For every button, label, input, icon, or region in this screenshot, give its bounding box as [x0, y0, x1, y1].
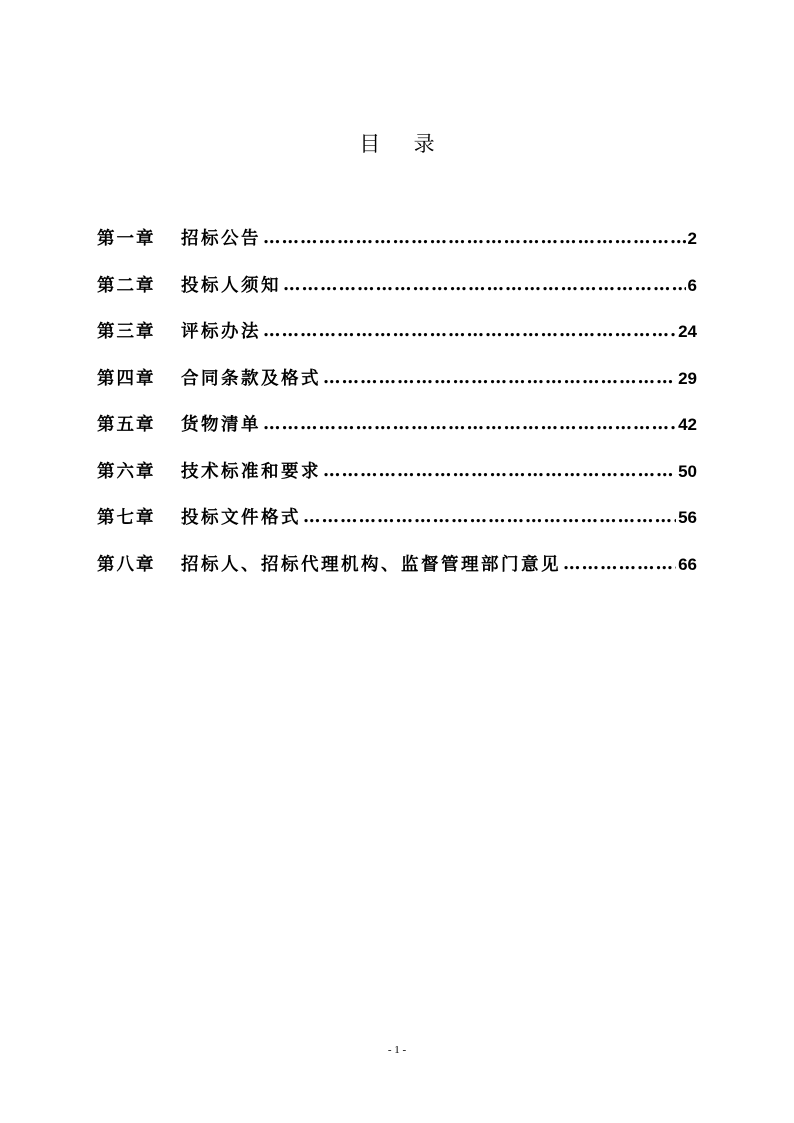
chapter-number: 第五章: [97, 415, 156, 435]
toc-entry[interactable]: [97, 319, 697, 366]
page-number: 2: [687, 229, 697, 248]
page-number: 56: [678, 508, 697, 527]
dot-leader: [263, 225, 686, 251]
chapter-title: 招标人、招标代理机构、监督管理部门意见: [181, 554, 561, 575]
dot-leader: [563, 551, 676, 577]
chapter-title: 货物清单: [181, 415, 261, 435]
chapter-title: 技术标准和要求: [181, 461, 321, 482]
chapter-number: 第六章: [97, 461, 156, 482]
dot-leader: [303, 504, 676, 530]
page-number: 50: [678, 461, 697, 481]
chapter-title: 招标公告: [181, 229, 261, 249]
toc-entry[interactable]: [97, 459, 697, 506]
chapter-title: 合同条款及格式: [181, 368, 321, 389]
chapter-title: 投标文件格式: [181, 508, 301, 528]
dot-leader: [263, 318, 676, 344]
page-number: 29: [678, 368, 697, 388]
toc-entry[interactable]: [97, 273, 697, 320]
dot-leader: [283, 272, 686, 298]
toc-title: 目 录: [359, 132, 435, 156]
chapter-title: 投标人须知: [181, 275, 281, 296]
toc-entry[interactable]: [97, 552, 697, 599]
dot-leader: [263, 411, 676, 437]
page-footer-number: - 1 -: [387, 1044, 407, 1056]
page-number: 24: [678, 322, 697, 341]
chapter-number: 第四章: [97, 368, 156, 389]
dot-leader: [323, 458, 676, 484]
page-number: 6: [687, 275, 697, 295]
chapter-number: 第三章: [97, 322, 156, 342]
toc-entry[interactable]: [97, 412, 697, 459]
toc-entry[interactable]: [97, 505, 697, 552]
chapter-number: 第八章: [97, 554, 156, 575]
page-number: 66: [678, 554, 697, 574]
table-of-contents: [97, 226, 697, 598]
dot-leader: [323, 365, 676, 391]
toc-entry[interactable]: [97, 366, 697, 413]
toc-entry[interactable]: [97, 226, 697, 273]
chapter-number: 第一章: [97, 229, 156, 249]
chapter-title: 评标办法: [181, 322, 261, 342]
page-number: 42: [678, 415, 697, 434]
chapter-number: 第二章: [97, 275, 156, 296]
chapter-number: 第七章: [97, 508, 156, 528]
